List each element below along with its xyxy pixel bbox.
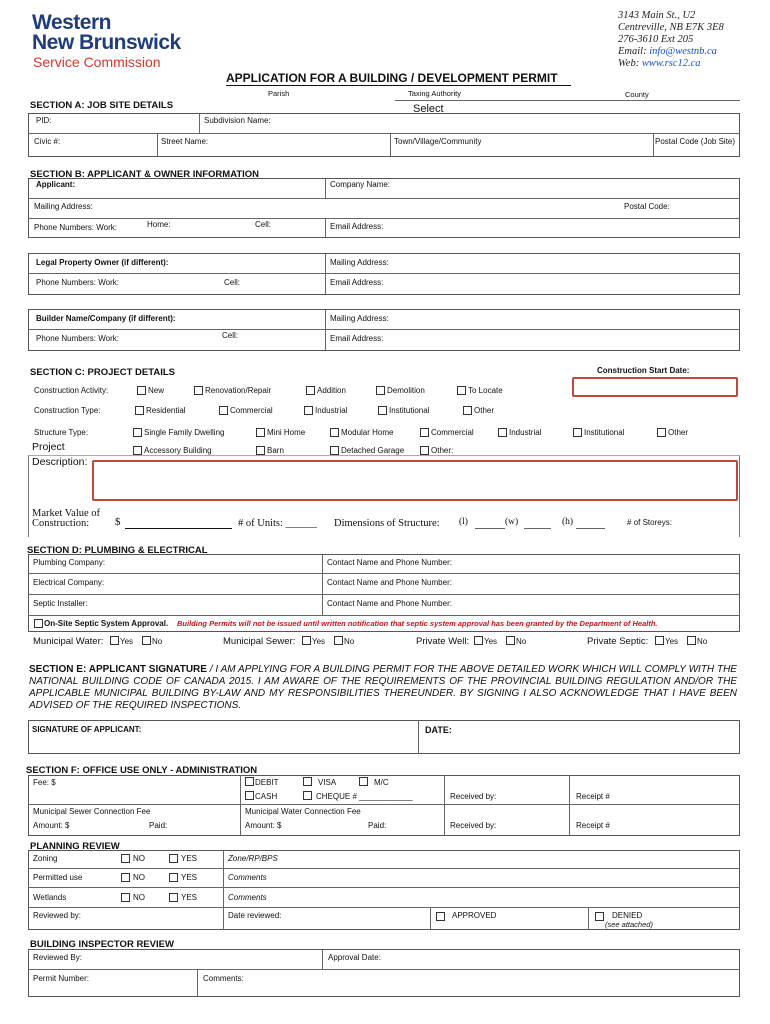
- structure-commercial-checkbox[interactable]: [420, 428, 429, 437]
- onsite-septic-checkbox[interactable]: [34, 619, 43, 628]
- structure-mini-home-checkbox[interactable]: [256, 428, 265, 437]
- wetlands-no-label: NO: [133, 893, 145, 902]
- web-label: Web:: [618, 58, 640, 69]
- dim-h-label: (h): [562, 517, 574, 527]
- septic-contact-field[interactable]: Contact Name and Phone Number:: [327, 599, 452, 608]
- inspector-grid: [28, 949, 740, 997]
- cash-label: CASH: [255, 792, 278, 801]
- wetlands-yes-label: YES: [181, 893, 198, 902]
- sewer-label: Municipal Sewer:: [223, 636, 296, 647]
- permitted-yes-checkbox[interactable]: [169, 873, 178, 882]
- received-by-field-1[interactable]: Received by:: [450, 792, 497, 801]
- owner-email-field[interactable]: Email Address:: [330, 278, 384, 287]
- activity-addition-checkbox[interactable]: [306, 386, 315, 395]
- inspector-reviewed-by-field[interactable]: Reviewed By:: [33, 953, 82, 962]
- date-field[interactable]: DATE:: [425, 725, 452, 735]
- units-field[interactable]: # of Units: ______: [238, 518, 318, 529]
- water-yes-label: Yes: [120, 637, 134, 646]
- inspector-title: BUILDING INSPECTOR REVIEW: [30, 939, 174, 950]
- structure-industrial-checkbox[interactable]: [498, 428, 507, 437]
- received-by-field-2[interactable]: Received by:: [450, 821, 497, 830]
- type-industrial-checkbox[interactable]: [304, 406, 313, 415]
- permitted-use-label: Permitted use: [33, 873, 83, 882]
- taxing-authority-select[interactable]: Select: [413, 103, 444, 115]
- activity-to-locate-checkbox[interactable]: [457, 386, 466, 395]
- receipt-field-2[interactable]: Receipt #: [576, 821, 610, 830]
- permitted-no-label: NO: [133, 873, 145, 882]
- postal-jobsite-field[interactable]: Postal Code (Job Site): [655, 137, 736, 146]
- logo-line-nb: New Brunswick: [32, 31, 181, 54]
- activity-demolition-label: Demolition: [387, 386, 425, 395]
- electrical-field[interactable]: Electrical Company:: [33, 578, 105, 587]
- form-title: APPLICATION FOR A BUILDING / DEVELOPMENT PERMIT: [226, 71, 558, 85]
- email-link[interactable]: info@westnb.ca: [649, 46, 717, 57]
- water-fee-label: Municipal Water Connection Fee: [245, 807, 361, 816]
- debit-checkbox[interactable]: [245, 777, 254, 786]
- logo-line-western: Western: [32, 11, 111, 34]
- pid-field[interactable]: PID:: [36, 116, 52, 125]
- plumbing-contact-field[interactable]: Contact Name and Phone Number:: [327, 558, 452, 567]
- section-e-paragraph: [29, 664, 737, 712]
- section-f-title: SECTION F: OFFICE USE ONLY - ADMINISTRATION: [26, 765, 258, 776]
- zoning-yes-checkbox[interactable]: [169, 854, 178, 863]
- debit-label: DEBIT: [255, 778, 279, 787]
- zoning-no-label: NO: [133, 854, 145, 863]
- activity-to-locate-label: To Locate: [468, 386, 503, 395]
- type-other-label: Other: [474, 406, 495, 415]
- section-a-title: SECTION A: JOB SITE DETAILS: [30, 100, 174, 111]
- applicant-field[interactable]: Applicant:: [36, 180, 76, 189]
- start-date-input[interactable]: [572, 377, 738, 397]
- structure-institutional-label: Institutional: [584, 428, 625, 437]
- market-label-line1: Market Value of: [32, 508, 101, 519]
- type-residential-label: Residential: [146, 406, 186, 415]
- dollar-sign: $: [115, 516, 121, 528]
- visa-label: VISA: [318, 778, 337, 787]
- section-a-grid: [28, 113, 740, 157]
- water-no-label: No: [152, 637, 163, 646]
- zoning-no-checkbox[interactable]: [121, 854, 130, 863]
- builder-cell-field[interactable]: Cell:: [222, 331, 239, 340]
- fee-field[interactable]: Fee: $: [33, 778, 56, 787]
- private-septic-yes-checkbox[interactable]: [655, 636, 664, 645]
- contact-block: [618, 10, 724, 70]
- denied-label: DENIED: [612, 911, 643, 920]
- dim-h-input[interactable]: [576, 528, 605, 529]
- market-label-line2: Construction:: [32, 518, 90, 529]
- section-e-title: SECTION E: APPLICANT SIGNATURE: [29, 664, 207, 675]
- street-field[interactable]: Street Name:: [161, 137, 209, 146]
- structure2-accessory-building-checkbox[interactable]: [133, 446, 142, 455]
- signature-field[interactable]: SIGNATURE OF APPLICANT:: [32, 725, 142, 734]
- builder-field[interactable]: Builder Name/Company (if different):: [36, 314, 176, 323]
- dim-l-label: (l): [459, 517, 468, 527]
- water-amount-field[interactable]: Amount: $: [245, 821, 282, 830]
- logo-line-service: Service Commission: [33, 54, 161, 70]
- activity-demolition-checkbox[interactable]: [376, 386, 385, 395]
- zone-field[interactable]: Zone/RP/BPS: [228, 854, 278, 863]
- activity-new-checkbox[interactable]: [137, 386, 146, 395]
- activity-renovation-repair-label: Renovation/Repair: [205, 386, 272, 395]
- mc-label: M/C: [374, 778, 389, 787]
- date-reviewed-field[interactable]: Date reviewed:: [228, 911, 282, 920]
- sewer-yes-label: Yes: [312, 637, 326, 646]
- planning-title: PLANNING REVIEW: [30, 841, 120, 852]
- water-no-checkbox[interactable]: [142, 636, 151, 645]
- taxing-authority-label: Taxing Authority: [408, 89, 461, 98]
- email-label: Email:: [618, 46, 647, 57]
- mailing-field[interactable]: Mailing Address:: [34, 202, 93, 211]
- structure-other-label: Other: [668, 428, 689, 437]
- owner-cell-field[interactable]: Cell:: [224, 278, 241, 287]
- project-label-line1: Project: [32, 441, 65, 453]
- start-date-label: Construction Start Date:: [597, 366, 690, 375]
- legal-owner-field[interactable]: Legal Property Owner (if different):: [36, 258, 169, 267]
- well-no-checkbox[interactable]: [506, 636, 515, 645]
- cheque-checkbox[interactable]: [303, 791, 312, 800]
- septic-installer-field[interactable]: Septic Installer:: [33, 599, 88, 608]
- approved-label: APPROVED: [452, 911, 497, 920]
- cheque-field[interactable]: CHEQUE # ____________: [316, 792, 413, 801]
- wetlands-label: Wetlands: [33, 893, 67, 902]
- section-e-body: / I AM APPLYING FOR A BUILDING PERMIT FOR THE ABOVE DETAILED WORK WHICH WILL COMPLY WITH THE NATIONAL BUILDING CODE OF CANADA 2015. I AM AWARE OF THE REQUIREMENTS OF THE PROVINCIAL BUILDING REGULATION AND/OR THE APPLICABLE MUNICIPAL BUILDING BY-LAW AND MY RESPONSIBILITIES THEREUNDER. BY SIGNING I ALSO ACKNOWLEDGE THAT I HAVE BEEN ADVISED OF THE REQUIRED INSPECTIONS.: [29, 664, 737, 711]
- well-yes-checkbox[interactable]: [474, 636, 483, 645]
- market-label: [32, 509, 100, 529]
- sewer-amount-field[interactable]: Amount: $: [33, 821, 70, 830]
- owner-mailing-field[interactable]: Mailing Address:: [330, 258, 389, 267]
- parish-label: Parish: [268, 89, 290, 98]
- subdivision-field[interactable]: Subdivision Name:: [204, 116, 271, 125]
- wetlands-yes-checkbox[interactable]: [169, 893, 178, 902]
- permitted-yes-label: YES: [181, 873, 198, 882]
- structure2-detached-garage-checkbox[interactable]: [330, 446, 339, 455]
- zoning-label: Zoning: [33, 854, 58, 863]
- planning-reviewed-by-field[interactable]: Reviewed by:: [33, 911, 82, 920]
- water-label: Municipal Water:: [33, 636, 104, 647]
- activity-label: Construction Activity:: [34, 386, 109, 395]
- receipt-field-1[interactable]: Receipt #: [576, 792, 610, 801]
- phone-cell-field[interactable]: Cell:: [255, 220, 272, 229]
- builder-mailing-field[interactable]: Mailing Address:: [330, 314, 389, 323]
- sewer-fee-label: Municipal Sewer Connection Fee: [33, 807, 151, 816]
- builder-phone-field[interactable]: Phone Numbers: Work:: [36, 334, 119, 343]
- private-septic-no-label: No: [697, 637, 708, 646]
- type-commercial-label: Commercial: [230, 406, 273, 415]
- contact-city: Centreville, NB E7K 3E8: [618, 22, 724, 33]
- structure-single-family-dwelling-checkbox[interactable]: [133, 428, 142, 437]
- structure-other-checkbox[interactable]: [657, 428, 666, 437]
- market-value-input[interactable]: [125, 528, 232, 529]
- activity-addition-label: Addition: [317, 386, 346, 395]
- electrical-contact-field[interactable]: Contact Name and Phone Number:: [327, 578, 452, 587]
- sewer-yes-checkbox[interactable]: [302, 636, 311, 645]
- private-septic-label: Private Septic:: [587, 636, 649, 647]
- dimensions-label: Dimensions of Structure:: [334, 518, 440, 529]
- sewer-no-label: No: [344, 637, 355, 646]
- section-d-title: SECTION D: PLUMBING & ELECTRICAL: [27, 545, 208, 556]
- structure2-other-label: Other:: [431, 446, 454, 455]
- owner-phone-field[interactable]: Phone Numbers: Work:: [36, 278, 119, 287]
- sewer-no-checkbox[interactable]: [334, 636, 343, 645]
- storeys-field[interactable]: # of Storeys:: [627, 518, 672, 527]
- dim-l-input[interactable]: [475, 528, 505, 529]
- structure-commercial-label: Commercial: [431, 428, 474, 437]
- activity-new-label: New: [148, 386, 165, 395]
- plumbing-field[interactable]: Plumbing Company:: [33, 558, 106, 567]
- permitted-no-checkbox[interactable]: [121, 873, 130, 882]
- structure-single-family-dwelling-label: Single Family Dwelling: [144, 428, 225, 437]
- inspector-comments-field[interactable]: Comments:: [203, 974, 244, 983]
- dim-w-input[interactable]: [524, 528, 551, 529]
- mc-checkbox[interactable]: [359, 777, 368, 786]
- county-label: County: [625, 90, 649, 99]
- well-yes-label: Yes: [484, 637, 498, 646]
- type-commercial-checkbox[interactable]: [219, 406, 228, 415]
- structure2-accessory-building-label: Accessory Building: [144, 446, 212, 455]
- comments-field-1[interactable]: Comments: [228, 873, 267, 882]
- water-yes-checkbox[interactable]: [110, 636, 119, 645]
- dim-w-label: (w): [505, 517, 519, 527]
- denied-checkbox[interactable]: [595, 912, 604, 921]
- activity-renovation-repair-checkbox[interactable]: [194, 386, 203, 395]
- section-c-title: SECTION C: PROJECT DETAILS: [30, 367, 175, 378]
- well-label: Private Well:: [416, 636, 470, 647]
- structure2-barn-label: Barn: [267, 446, 284, 455]
- type-institutional-label: Institutional: [389, 406, 430, 415]
- wetlands-no-checkbox[interactable]: [121, 893, 130, 902]
- section-b-title: SECTION B: APPLICANT & OWNER INFORMATION: [30, 169, 260, 180]
- contact-phone: 276-3610 Ext 205: [618, 34, 694, 45]
- postal-field[interactable]: Postal Code:: [624, 202, 670, 211]
- permit-number-field[interactable]: Permit Number:: [33, 974, 90, 983]
- see-attached-label: (see attached): [605, 920, 653, 929]
- phone-work-field[interactable]: Phone Numbers: Work:: [34, 223, 117, 232]
- web-link[interactable]: www.rsc12.ca: [641, 58, 701, 69]
- phone-home-field[interactable]: Home:: [147, 220, 171, 229]
- builder-email-field[interactable]: Email Address:: [330, 334, 384, 343]
- structure-mini-home-label: Mini Home: [267, 428, 306, 437]
- type-institutional-checkbox[interactable]: [378, 406, 387, 415]
- approved-checkbox[interactable]: [436, 912, 445, 921]
- structure-modular-home-label: Modular Home: [341, 428, 394, 437]
- well-no-label: No: [516, 637, 527, 646]
- cash-checkbox[interactable]: [245, 791, 254, 800]
- company-field[interactable]: Company Name:: [330, 180, 391, 189]
- structure-institutional-checkbox[interactable]: [573, 428, 582, 437]
- onsite-septic-label: On-Site Septic System Approval.: [44, 619, 169, 628]
- type-residential-checkbox[interactable]: [135, 406, 144, 415]
- town-field[interactable]: Town/Village/Community: [394, 137, 482, 146]
- structure-modular-home-checkbox[interactable]: [330, 428, 339, 437]
- structure2-other-checkbox[interactable]: [420, 446, 429, 455]
- type-other-checkbox[interactable]: [463, 406, 472, 415]
- septic-warning: Building Permits will not be issued until written notification that septic system approval has been granted by the Department of Health.: [177, 619, 658, 628]
- type-label: Construction Type:: [34, 406, 101, 415]
- project-label-line2: Description:: [32, 456, 88, 468]
- sewer-paid-field[interactable]: Paid:: [149, 821, 168, 830]
- zoning-yes-label: YES: [181, 854, 198, 863]
- structure2-detached-garage-label: Detached Garage: [341, 446, 405, 455]
- private-septic-no-checkbox[interactable]: [687, 636, 696, 645]
- structure-label: Structure Type:: [34, 428, 89, 437]
- approval-date-field[interactable]: Approval Date:: [328, 953, 381, 962]
- structure2-barn-checkbox[interactable]: [256, 446, 265, 455]
- type-industrial-label: Industrial: [315, 406, 348, 415]
- contact-street: 3143 Main St., U2: [618, 10, 696, 21]
- private-septic-yes-label: Yes: [665, 637, 679, 646]
- email-field[interactable]: Email Address:: [330, 222, 384, 231]
- structure-industrial-label: Industrial: [509, 428, 542, 437]
- comments-field-2[interactable]: Comments: [228, 893, 267, 902]
- civic-field[interactable]: Civic #:: [34, 137, 61, 146]
- water-paid-field[interactable]: Paid:: [368, 821, 387, 830]
- visa-checkbox[interactable]: [303, 777, 312, 786]
